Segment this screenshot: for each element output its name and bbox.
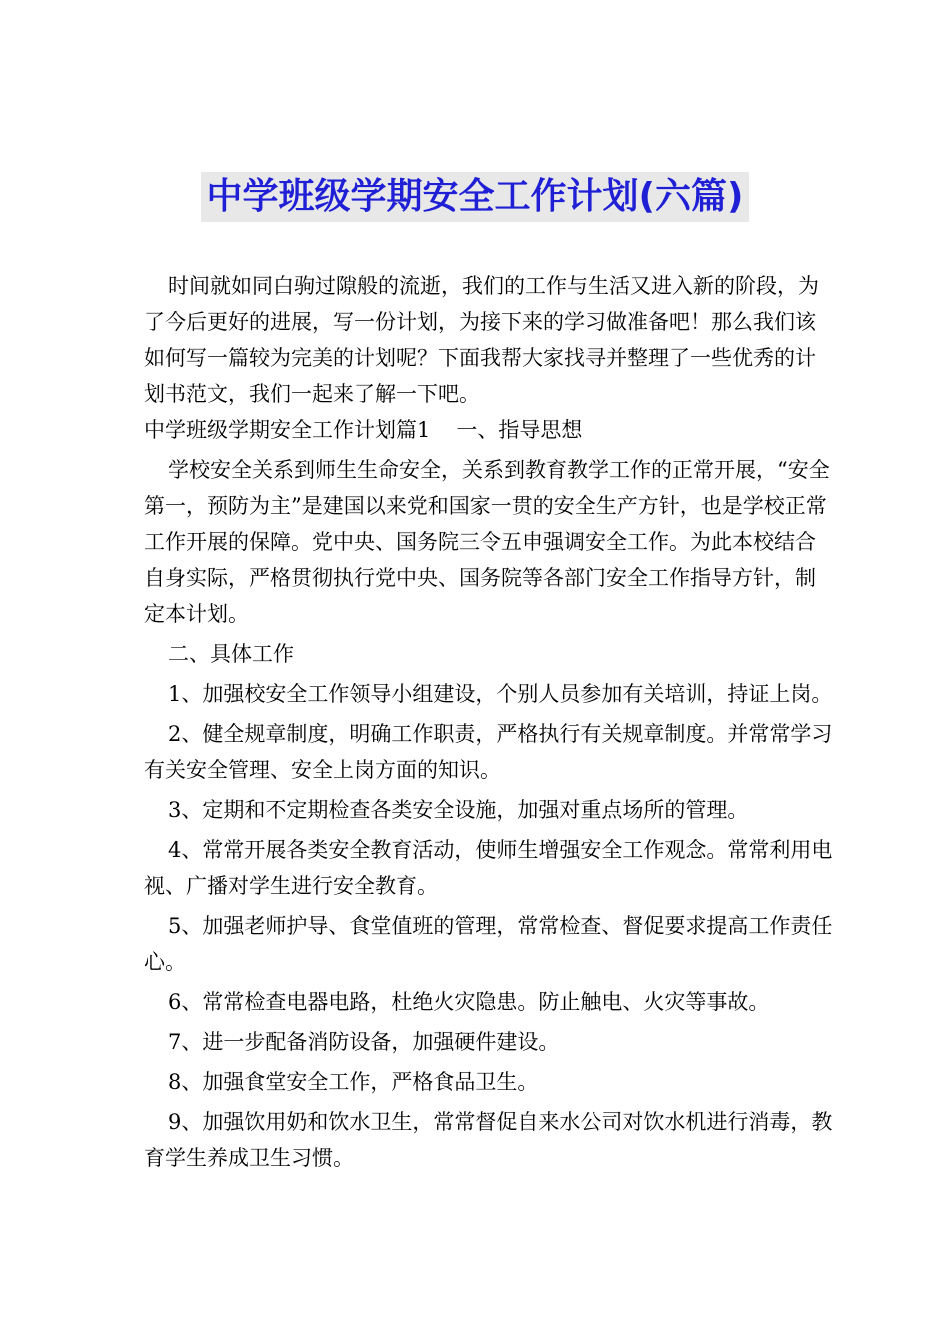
list-item: 2、健全规章制度，明确工作职责，严格执行有关规章制度。并常常学习有关安全管理、安全上岗方面的知识。 (144, 722, 833, 782)
section1-body: 学校安全关系到师生生命安全，关系到教育教学工作的正常开展，“安全第一，预防为主”是建国以来党和国家一贯的安全生产方针，也是学校正常工作开展的保障。党中央、国务院三令五申强调安全工作。为此本校结合自身实际，严格贯彻执行党中央、国务院等各部门安全工作指导方针，制定本计划。 (144, 458, 830, 626)
section1-heading: 一、指导思想 (456, 418, 583, 442)
list-item: 7、进一步配备消防设备，加强硬件建设。 (168, 1030, 560, 1054)
list-item: 9、加强饮用奶和饮水卫生，常常督促自来水公司对饮水机进行消毒，教育学生养成卫生习惯。 (144, 1110, 833, 1170)
list-item: 3、定期和不定期检查各类安全设施，加强对重点场所的管理。 (168, 798, 749, 822)
document-body (144, 268, 834, 1176)
list-item: 8、加强食堂安全工作，严格食品卫生。 (168, 1070, 539, 1094)
part-heading-line (144, 412, 834, 448)
intro-paragraph: 时间就如同白驹过隙般的流逝，我们的工作与生活又进入新的阶段，为了今后更好的进展，写一份计划，为接下来的学习做准备吧！那么我们该如何写一篇较为完美的计划呢？下面我帮大家找寻并整理了一些优秀的计划书范文，我们一起来了解一下吧。 (144, 274, 819, 406)
part-heading: 中学班级学期安全工作计划篇1 (144, 418, 431, 442)
list-item: 6、常常检查电器电路，杜绝火灾隐患。防止触电、火灾等事故。 (168, 990, 770, 1014)
section2-heading: 二、具体工作 (168, 642, 294, 666)
document-title: 中学班级学期安全工作计划(六篇) (201, 172, 750, 222)
list-item: 5、加强老师护导、食堂值班的管理，常常检查、督促要求提高工作责任心。 (144, 914, 833, 974)
title-container (0, 172, 950, 222)
list-item: 1、加强校安全工作领导小组建设，个别人员参加有关培训，持证上岗。 (168, 682, 833, 706)
list-item: 4、常常开展各类安全教育活动，使师生增强安全工作观念。常常利用电视、广播对学生进行安全教育。 (144, 838, 833, 898)
